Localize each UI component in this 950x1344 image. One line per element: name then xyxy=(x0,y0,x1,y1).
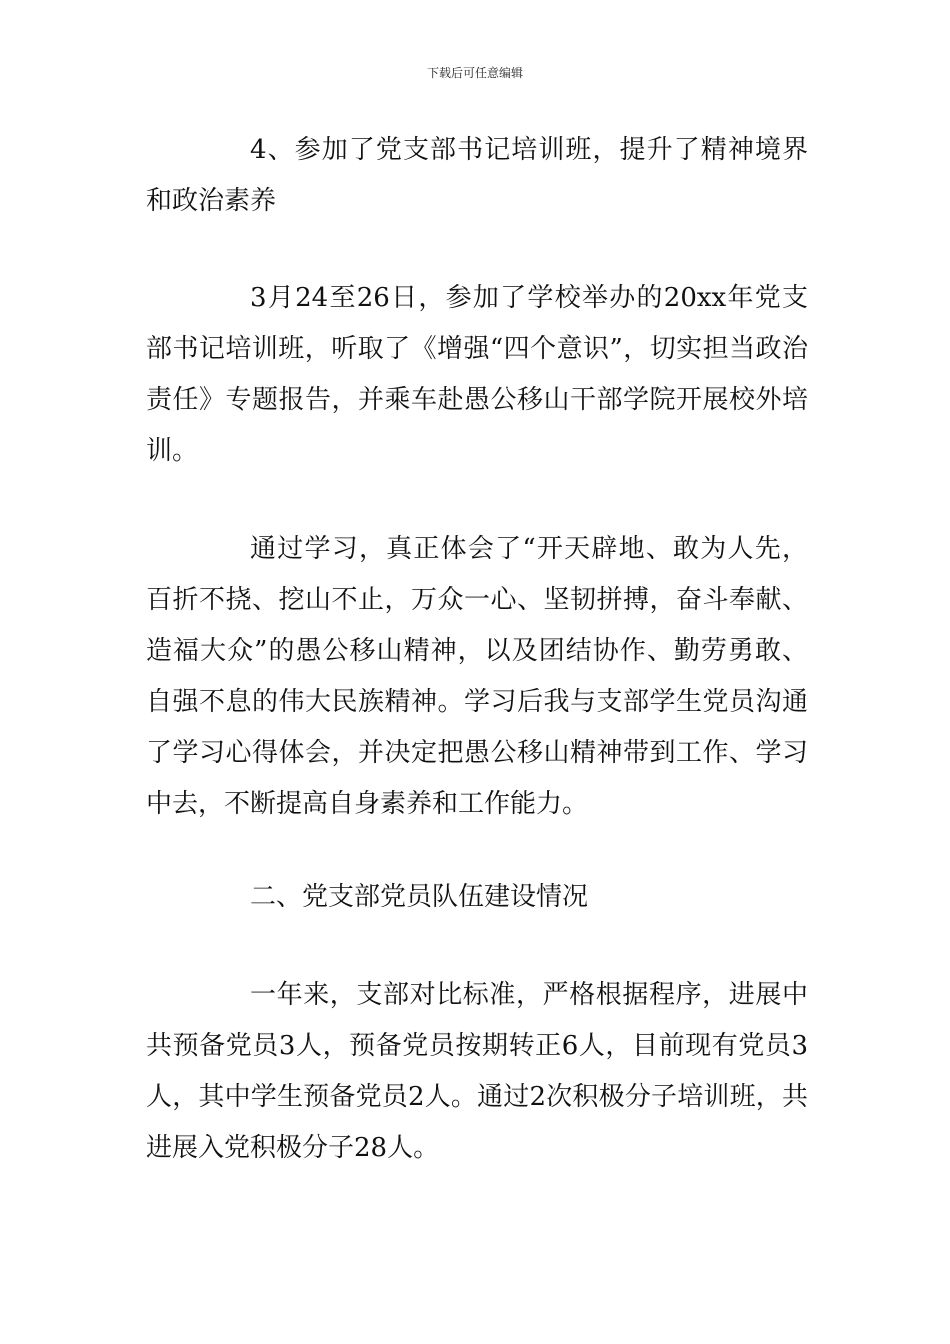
paragraph-training-details: 3月24至26日，参加了学校举办的20xx年党支部书记培训班，听取了《增强“四个意识”，切实担当政治责任》专题报告，并乘车赴愚公移山干部学院开展校外培训。 xyxy=(146,283,808,466)
page-header: 下载后可任意编辑 xyxy=(426,66,523,80)
paragraph-learning-reflection: 通过学习，真正体会了“开天辟地、敢为人先，百折不挠、挖山不止，万众一心、坚韧拼搏，奋斗奉献、造福大众”的愚公移山精神，以及团结协作、勤劳勇敢、自强不息的伟大民族精神。学习后我与支部学生党员沟通了学习心得体会，并决定把愚公移山精神带到工作、学习中去，不断提高自身素养和工作能力。 xyxy=(146,534,808,819)
section-heading-team-building: 二、党支部党员队伍建设情况 xyxy=(250,882,589,912)
paragraph-training-heading: 4、参加了党支部书记培训班，提升了精神境界和政治素养 xyxy=(146,135,808,216)
paragraph-membership-stats: 一年来，支部对比标准，严格根据程序，进展中共预备党员3人，预备党员按期转正6人，目前现有党员3人，其中学生预备党员2人。通过2次积极分子培训班，共进展入党积极分子28人。 xyxy=(146,980,808,1163)
